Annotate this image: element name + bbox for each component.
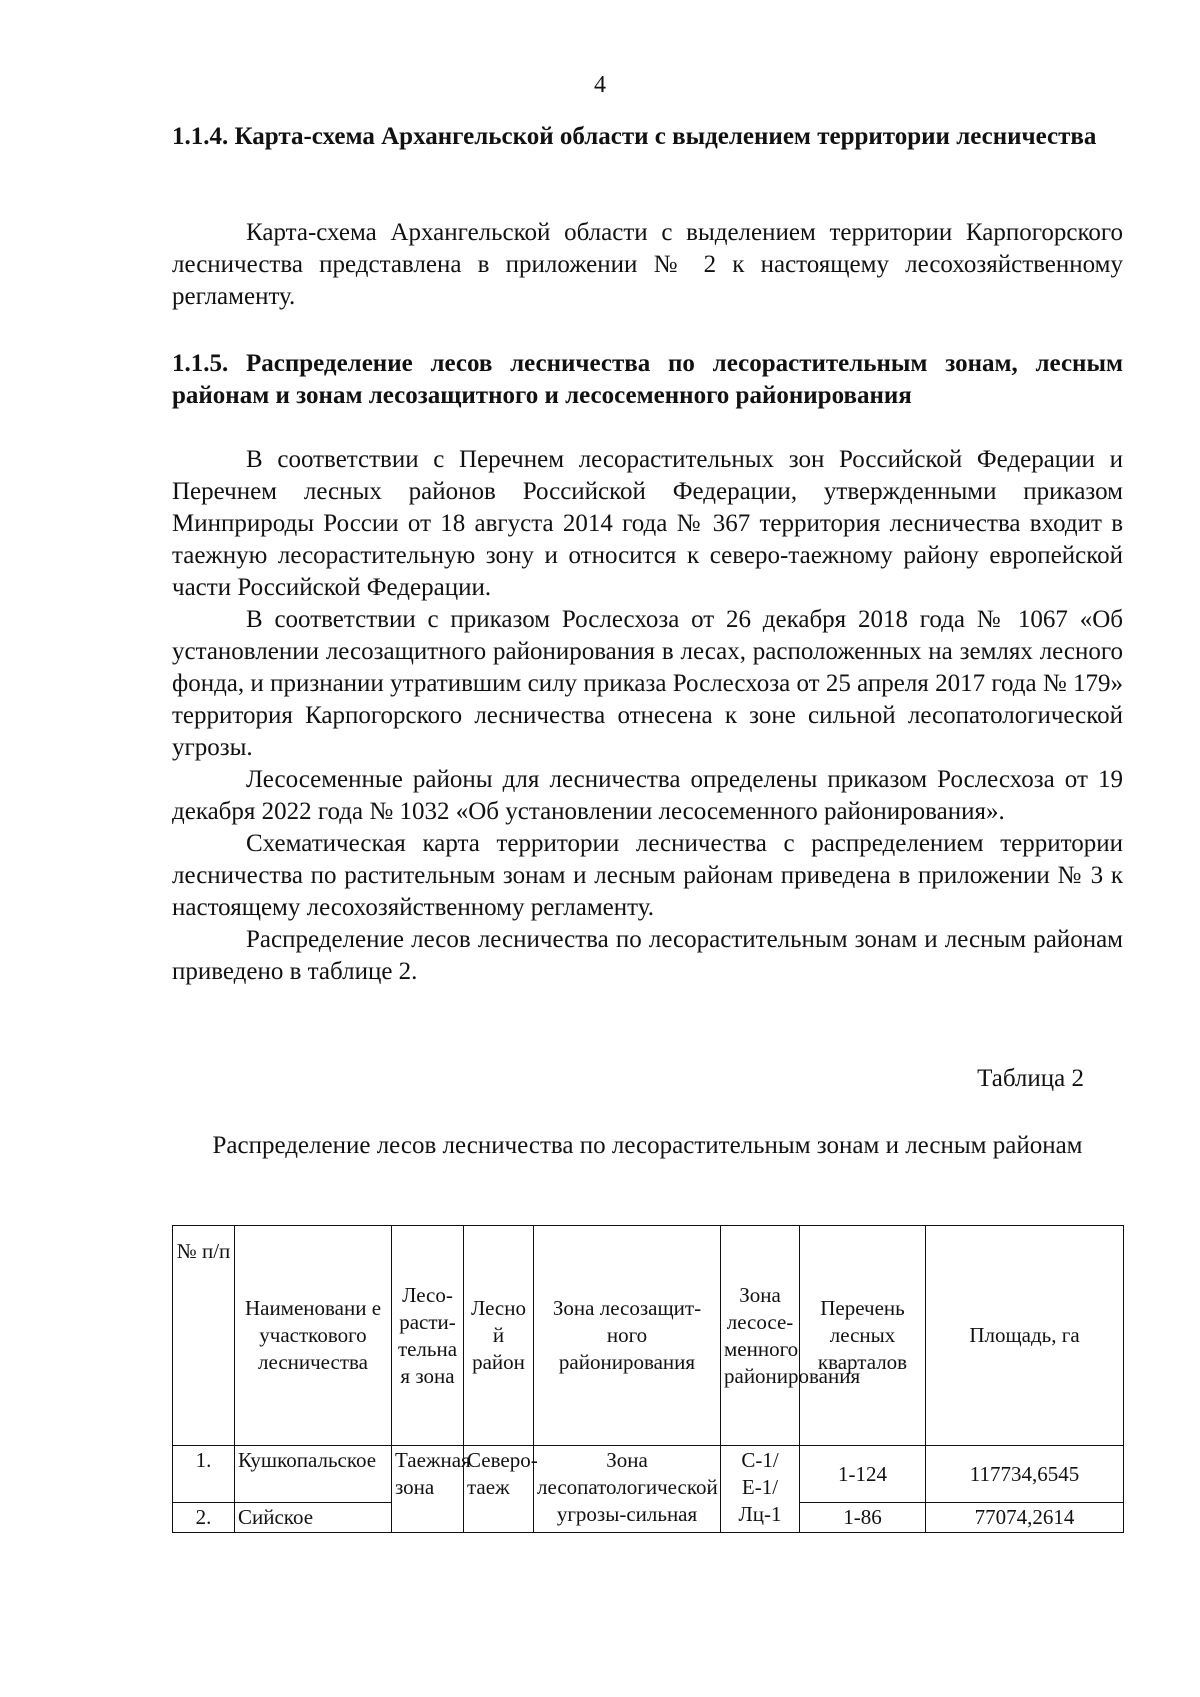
page-number: 4 xyxy=(594,72,606,98)
header-num: № п/п xyxy=(173,1226,235,1446)
cell-area: 117734,6545 xyxy=(926,1446,1124,1503)
forest-distribution-table xyxy=(172,1225,1124,1533)
cell-zone: Таежная зона xyxy=(392,1446,464,1533)
table-label: Таблица 2 xyxy=(977,1065,1084,1092)
section-1-1-5-body xyxy=(172,444,1123,988)
paragraph: Карта-схема Архангельской области с выделением территории Карпогорского лесничества представлена в приложении № 2 к настоящему лесохозяйственному регламенту. xyxy=(172,219,1123,310)
cell-protection-zone: Зона лесопатологической угрозы-сильная xyxy=(534,1446,721,1533)
header-quarters: Перечень лесных кварталов xyxy=(800,1226,926,1446)
table-header-row xyxy=(173,1226,1124,1446)
section-1-1-5-heading: 1.1.5. Распределение лесов лесничества по лесорастительным зонам, лесным районам и зонам лесозащитного и лесосеменного районирования xyxy=(172,350,1123,409)
header-name: Наименовани е участкового лесничества xyxy=(235,1226,392,1446)
cell-quarters: 1-86 xyxy=(800,1503,926,1533)
cell-region: Северо-таеж xyxy=(464,1446,534,1533)
paragraph: В соответствии с Перечнем лесорастительных зон Российской Федерации и Перечнем лесных районов Российской Федерации, утвержденными приказом Минприроды России от 18 августа 2014 года № 367 территория лесничества входит в таежную лесорастительную зону и относится к северо-таежному району европейской части Российской Федерации. xyxy=(172,446,1123,601)
section-1-1-4-heading: 1.1.4. Карта-схема Архангельской области с выделением территории лесничества xyxy=(172,123,1097,150)
paragraph: Схематическая карта территории лесничества с распределением территории лесничества по растительным зонам и лесным районам приведена в приложении № 3 к настоящему лесохозяйственному регламенту. xyxy=(172,830,1123,921)
section-1-1-4-paragraph xyxy=(172,217,1123,313)
cell-name: Кушкопальское xyxy=(235,1446,392,1503)
header-seed-zone: Зона лесосе-менного районирования xyxy=(721,1226,800,1446)
table-row xyxy=(173,1446,1124,1503)
cell-name: Сийское xyxy=(235,1503,392,1533)
cell-seed-zone: С-1/Е-1/Лц-1 xyxy=(721,1446,800,1533)
header-protection-zone: Зона лесозащит-ного районирования xyxy=(534,1226,721,1446)
cell-num: 1. xyxy=(173,1446,235,1503)
cell-area: 77074,2614 xyxy=(926,1503,1124,1533)
paragraph: Распределение лесов лесничества по лесорастительным зонам и лесным районам приведено в таблице 2. xyxy=(172,926,1123,985)
header-zone: Лесо-расти-тельна я зона xyxy=(392,1226,464,1446)
paragraph: Лесосеменные районы для лесничества определены приказом Рослесхоза от 19 декабря 2022 года № 1032 «Об установлении лесосеменного районирования». xyxy=(172,766,1123,825)
header-area: Площадь, га xyxy=(926,1226,1124,1446)
paragraph: В соответствии с приказом Рослесхоза от 26 декабря 2018 года № 1067 «Об установлении лесозащитного районирования в лесах, расположенных на землях лесного фонда, и признании утратившим силу приказа Рослесхоза от 25 апреля 2017 года № 179» территория Карпогорского лесничества отнесена к зоне сильной лесопатологической угрозы. xyxy=(172,606,1123,761)
header-region: Лесно й район xyxy=(464,1226,534,1446)
cell-num: 2. xyxy=(173,1503,235,1533)
table-title: Распределение лесов лесничества по лесорастительным зонам и лесным районам xyxy=(212,1132,1083,1159)
cell-quarters: 1-124 xyxy=(800,1446,926,1503)
